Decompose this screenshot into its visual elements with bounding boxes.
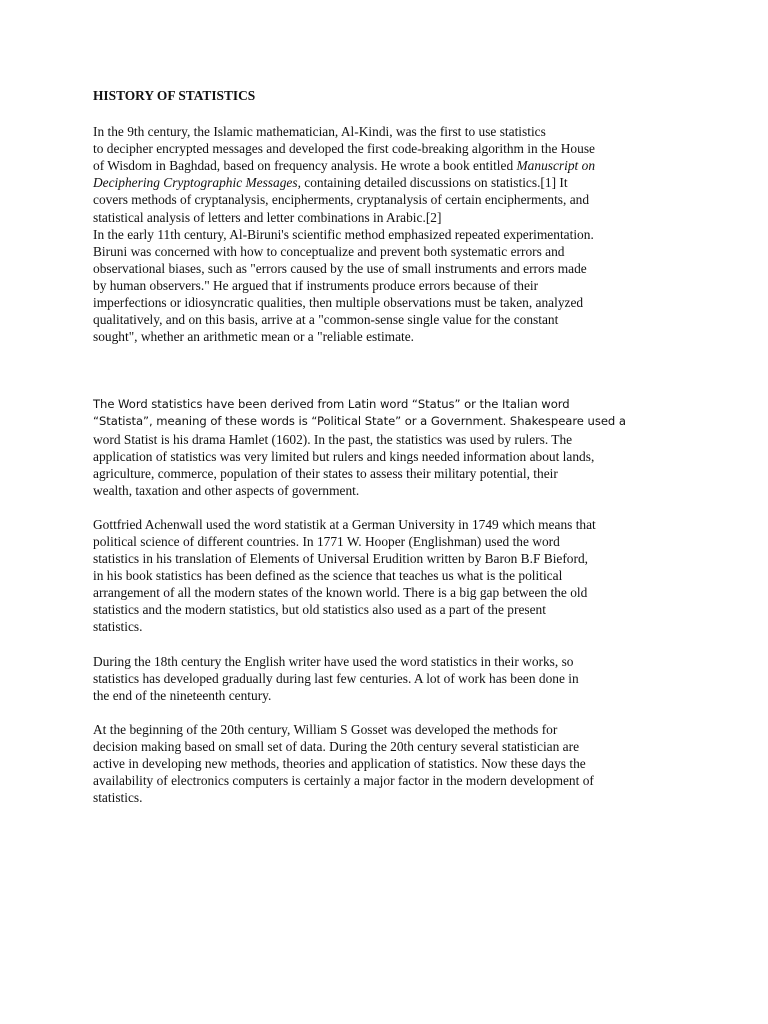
text-line: “Statista”, meaning of these words is “Political State” or a Government. Shakespeare used a	[93, 414, 626, 429]
text-line: the end of the nineteenth century.	[93, 687, 272, 703]
document-page	[93, 87, 693, 823]
text-line: statistics has developed gradually during last few centuries. A lot of work has been done in	[93, 670, 579, 686]
spacer	[93, 345, 693, 396]
text-line	[93, 157, 693, 174]
text-line: wealth, taxation and other aspects of government.	[93, 482, 360, 498]
text-line: statistical analysis of letters and letter combinations in Arabic.[2]	[93, 209, 442, 225]
paragraph-word-origin	[93, 396, 693, 499]
text-line: political science of different countries. In 1771 W. Hooper (Englishman) used the word	[93, 533, 560, 549]
text-line: During the 18th century the English writer have used the word statistics in their works, so	[93, 653, 574, 669]
paragraph-al-kindi-al-biruni	[93, 123, 693, 345]
text-line: The Word statistics have been derived from Latin word “Status” or the Italian word	[93, 397, 570, 412]
text-line: At the beginning of the 20th century, William S Gosset was developed the methods for	[93, 721, 558, 737]
text-line	[93, 174, 693, 191]
text-line: statistics.	[93, 790, 143, 806]
text-line: statistics in his translation of Elements of Universal Erudition written by Baron B.F Bieford,	[93, 551, 589, 567]
text-line: word Statist is his drama Hamlet (1602). In the past, the statistics was used by rulers. The	[93, 431, 573, 447]
text-line: arrangement of all the modern states of the known world. There is a big gap between the old	[93, 585, 588, 601]
text-line: in his book statistics has been defined as the science that teaches us what is the political	[93, 568, 563, 584]
text-line: statistics.	[93, 619, 143, 635]
text-line: observational biases, such as "errors caused by the use of small instruments and errors made	[93, 260, 587, 276]
text-line: In the 9th century, the Islamic mathematician, Al-Kindi, was the first to use statistics	[93, 124, 546, 140]
text-line: decision making based on small set of data. During the 20th century several statistician are	[93, 738, 580, 754]
text-segment: of Wisdom in Baghdad, based on frequency analysis. He wrote a book entitled	[93, 158, 517, 174]
text-line: sought", whether an arithmetic mean or a "reliable estimate.	[93, 329, 415, 345]
book-title-italic: Manuscript on	[516, 158, 596, 174]
text-line: qualitatively, and on this basis, arrive at a "common-sense single value for the constant	[93, 312, 559, 328]
text-line: agriculture, commerce, population of their states to assess their military potential, their	[93, 465, 558, 481]
text-segment: , containing detailed discussions on statistics.[1] It	[297, 175, 568, 191]
text-line: application of statistics was very limited but rulers and kings needed information about lands,	[93, 448, 595, 464]
text-line: active in developing new methods, theories and application of statistics. Now these days the	[93, 756, 586, 771]
text-line: In the early 11th century, Al-Biruni's scientific method emphasized repeated experimentation.	[93, 226, 594, 242]
text-line: by human observers." He argued that if instruments produce errors because of their	[93, 277, 539, 293]
paragraph-20th-century	[93, 721, 693, 806]
document-title: HISTORY OF STATISTICS	[93, 88, 256, 103]
text-line: to decipher encrypted messages and developed the first code-breaking algorithm in the House	[93, 141, 595, 157]
text-line: imperfections or idiosyncratic qualities, then multiple observations must be taken, analyzed	[93, 295, 584, 311]
text-line: Biruni was concerned with how to conceptualize and prevent both systematic errors and	[93, 243, 565, 259]
paragraph-18th-century	[93, 653, 693, 704]
text-line: covers methods of cryptanalysis, encipherments, cryptanalysis of certain encipherments, and	[93, 192, 590, 208]
paragraph-achenwall	[93, 516, 693, 636]
text-line: Gottfried Achenwall used the word statistik at a German University in 1749 which means that	[93, 516, 596, 532]
book-title-italic: Deciphering Cryptographic Messages	[93, 175, 298, 191]
text-line: availability of electronics computers is certainly a major factor in the modern development of	[93, 773, 594, 789]
text-line: statistics and the modern statistics, but old statistics also used as a part of the present	[93, 602, 546, 618]
